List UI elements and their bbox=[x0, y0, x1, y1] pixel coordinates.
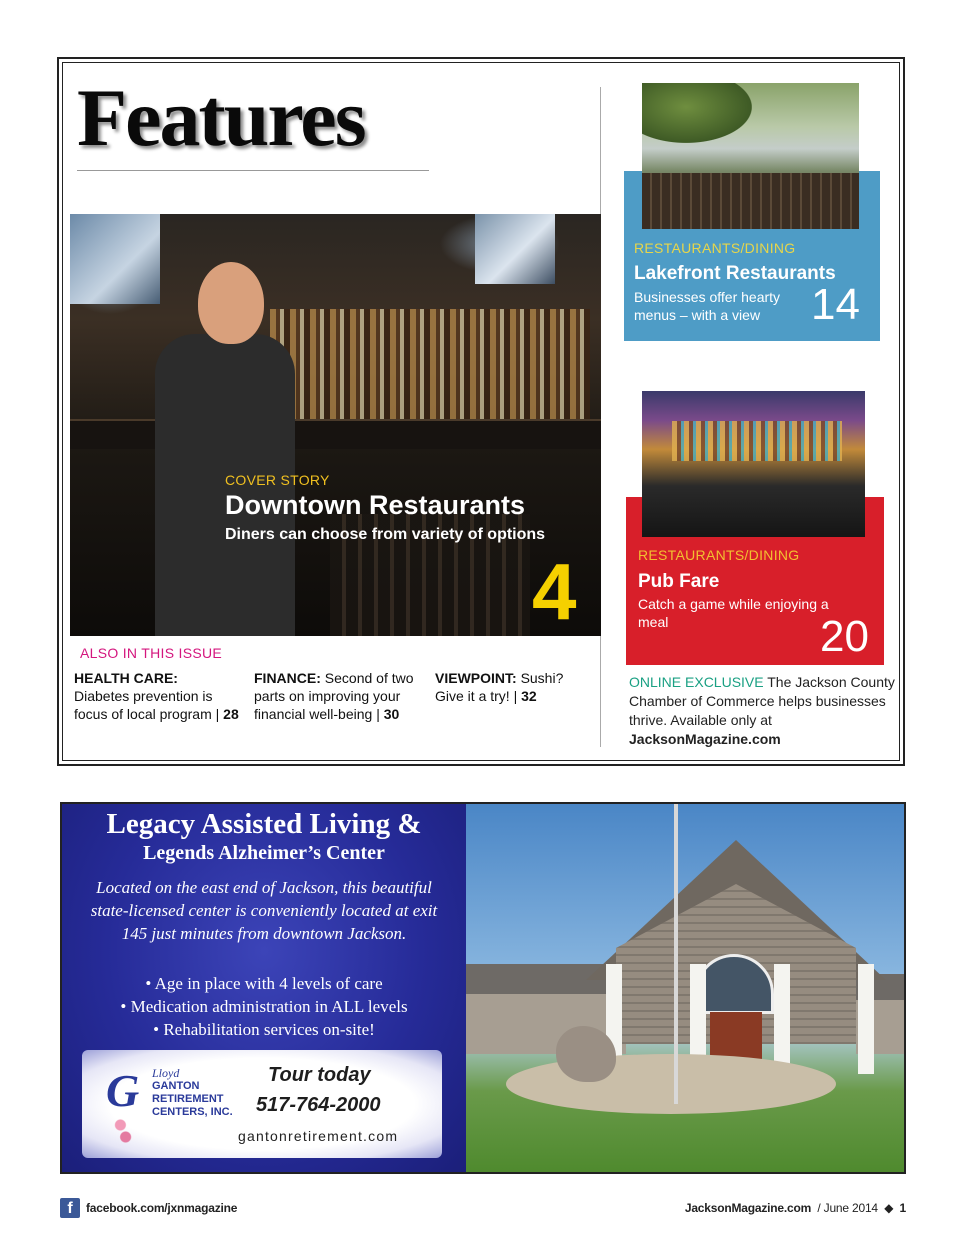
deck-railing bbox=[642, 173, 859, 229]
ad-title: Legacy Assisted Living & bbox=[106, 808, 422, 840]
pub-shelf bbox=[672, 421, 842, 461]
tv-screen-left bbox=[70, 214, 160, 304]
title-rule bbox=[77, 170, 429, 171]
lakefront-page-number[interactable]: 14 bbox=[811, 280, 860, 329]
also-item-viewpoint[interactable] bbox=[435, 669, 585, 705]
features-inner-border bbox=[62, 62, 900, 761]
footer-facebook-link[interactable]: facebook.com/jxnmagazine bbox=[86, 1201, 238, 1215]
person-head bbox=[198, 262, 264, 344]
pub-fare-headline[interactable]: Pub Fare bbox=[638, 571, 720, 592]
cover-story-kicker: COVER STORY bbox=[225, 472, 330, 488]
ganton-logo-line: RETIREMENT bbox=[152, 1093, 224, 1105]
lakefront-kicker: RESTAURANTS/DINING bbox=[634, 240, 796, 256]
ad-contact-card bbox=[82, 1050, 442, 1158]
ad-text-panel bbox=[62, 804, 466, 1172]
online-exclusive-label: ONLINE EXCLUSIVE bbox=[629, 674, 764, 690]
flower-icon bbox=[110, 1116, 136, 1146]
also-item-separator: | bbox=[215, 706, 224, 722]
cover-story-page-number[interactable]: 4 bbox=[532, 547, 577, 636]
online-exclusive-text: The Jackson County Chamber of Commerce helps businesses thrive. Available only at bbox=[629, 674, 895, 728]
ad-bullet: • Rehabilitation services on-site! bbox=[153, 1020, 375, 1039]
ganton-logo-line: CENTERS, INC. bbox=[152, 1106, 233, 1118]
diamond-separator-icon: ◆ bbox=[884, 1201, 894, 1215]
ad-bullet: • Age in place with 4 levels of care bbox=[145, 974, 383, 993]
also-item-section: VIEWPOINT: bbox=[435, 670, 517, 686]
landscape-bed bbox=[506, 1054, 836, 1114]
ganton-logo-name bbox=[152, 1080, 252, 1119]
pub-fare-kicker: RESTAURANTS/DINING bbox=[638, 547, 800, 563]
cover-story-dek: Diners can choose from variety of options bbox=[225, 526, 546, 543]
features-section bbox=[57, 57, 905, 766]
ganton-logo bbox=[96, 1062, 246, 1132]
footer-issue-date: / June 2014 bbox=[817, 1201, 878, 1215]
ad-bullet-list bbox=[82, 972, 446, 1041]
ad-website-link[interactable]: gantonretirement.com bbox=[238, 1128, 399, 1144]
online-exclusive bbox=[629, 673, 899, 749]
also-item-health-care[interactable] bbox=[74, 669, 240, 723]
bottle-shelf bbox=[270, 309, 590, 419]
ad-description: Located on the east end of Jackson, this beautiful state-licensed center is conveniently located at exit 145 just minutes from downtown Jackson. bbox=[90, 878, 438, 943]
also-item-text: Sushi? Give it a try! bbox=[435, 670, 564, 704]
ad-building-photo bbox=[466, 804, 906, 1172]
facebook-icon[interactable]: f bbox=[60, 1198, 80, 1218]
lakefront-headline[interactable]: Lakefront Restaurants bbox=[634, 263, 836, 284]
pub-fare-photo[interactable] bbox=[642, 391, 865, 537]
also-in-this-issue-label: ALSO IN THIS ISSUE bbox=[80, 645, 223, 661]
advertisement[interactable] bbox=[60, 802, 906, 1174]
also-item-page: 30 bbox=[383, 706, 400, 722]
online-exclusive-link[interactable]: JacksonMagazine.com bbox=[629, 731, 781, 747]
also-item-separator: | bbox=[376, 706, 384, 722]
footer-site-link[interactable]: JacksonMagazine.com bbox=[684, 1201, 812, 1215]
ad-phone-number[interactable]: 517-764-2000 bbox=[256, 1094, 381, 1116]
pub-fare-page-number[interactable]: 20 bbox=[820, 612, 869, 661]
ad-tour-text: Tour today bbox=[268, 1064, 371, 1086]
ad-bullet: • Medication administration in ALL levels bbox=[120, 997, 408, 1016]
also-item-section: HEALTH CARE: bbox=[74, 670, 178, 686]
lakefront-dek: Businesses offer hearty menus – with a view bbox=[634, 289, 781, 323]
ganton-g-mark: G bbox=[106, 1065, 140, 1116]
lakefront-photo[interactable] bbox=[642, 83, 859, 229]
ganton-logo-line: GANTON bbox=[152, 1080, 200, 1092]
tree bbox=[642, 83, 752, 143]
pub-fare-dek: Catch a game while enjoying a meal bbox=[638, 596, 829, 630]
also-item-section: FINANCE: bbox=[254, 670, 321, 686]
cover-story-headline[interactable]: Downtown Restaurants bbox=[225, 490, 526, 520]
flagpole bbox=[674, 804, 678, 1104]
also-item-separator: | bbox=[513, 688, 522, 704]
features-title: Features bbox=[77, 72, 365, 163]
also-item-page: 28 bbox=[223, 706, 239, 722]
footer-folio bbox=[685, 1201, 906, 1215]
cover-story-photo[interactable] bbox=[70, 214, 601, 636]
also-item-text: Second of two parts on improving your financial well-being bbox=[254, 670, 414, 722]
ganton-logo-lloyd: Lloyd bbox=[152, 1066, 180, 1080]
also-item-page: 32 bbox=[521, 688, 537, 704]
bar-counter bbox=[70, 419, 601, 449]
also-item-text: Diabetes prevention is focus of local program bbox=[74, 688, 213, 722]
also-item-finance[interactable] bbox=[254, 669, 420, 723]
footer-page-number: 1 bbox=[899, 1201, 906, 1215]
tv-screen-right bbox=[475, 214, 555, 284]
ad-subtitle: Legends Alzheimer’s Center bbox=[143, 842, 385, 864]
